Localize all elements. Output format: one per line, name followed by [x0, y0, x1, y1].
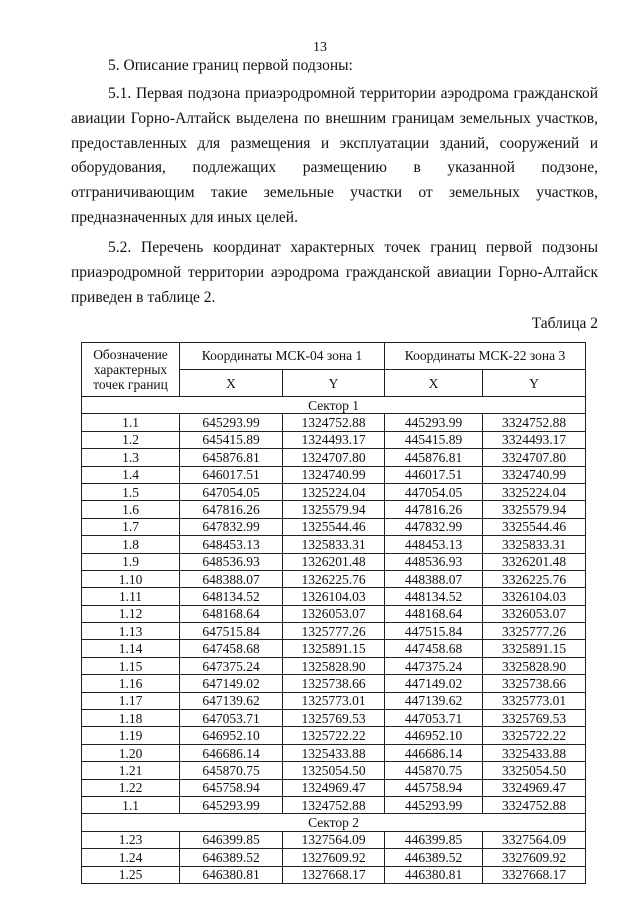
msk04-x-cell: 648453.13 — [180, 536, 283, 553]
msk22-x-cell: 445415.89 — [385, 431, 483, 448]
sector-row — [82, 397, 586, 414]
msk22-x-cell: 445876.81 — [385, 449, 483, 466]
table-row — [82, 762, 586, 779]
msk22-x-cell: 445758.94 — [385, 779, 483, 796]
table-row — [82, 675, 586, 692]
msk22-x-cell: 446952.10 — [385, 727, 483, 744]
msk04-x-cell: 645876.81 — [180, 449, 283, 466]
msk04-x-cell: 647458.68 — [180, 640, 283, 657]
msk22-y-cell: 3325579.94 — [483, 501, 586, 518]
table-row — [82, 605, 586, 622]
msk22-y-cell: 3325722.22 — [483, 727, 586, 744]
msk04-x-cell: 647139.62 — [180, 692, 283, 709]
msk04-y-cell: 1327564.09 — [283, 831, 385, 848]
point-id-cell: 1.23 — [82, 831, 180, 848]
table-row — [82, 640, 586, 657]
msk04-x-cell: 645293.99 — [180, 796, 283, 813]
msk04-x-cell: 647816.26 — [180, 501, 283, 518]
msk04-x-cell: 647832.99 — [180, 518, 283, 535]
point-id-cell: 1.14 — [82, 640, 180, 657]
table-row — [82, 657, 586, 674]
table-row — [82, 449, 586, 466]
msk04-y-cell: 1324707.80 — [283, 449, 385, 466]
table-row — [82, 553, 586, 570]
msk22-y-cell: 3325544.46 — [483, 518, 586, 535]
table-row — [82, 744, 586, 761]
point-id-cell: 1.10 — [82, 570, 180, 587]
msk22-y-cell: 3327668.17 — [483, 866, 586, 883]
msk22-x-cell: 446389.52 — [385, 849, 483, 866]
msk22-y-cell: 3326201.48 — [483, 553, 586, 570]
msk04-x-cell: 645758.94 — [180, 779, 283, 796]
point-id-cell: 1.15 — [82, 657, 180, 674]
sector-title: Сектор 1 — [82, 397, 586, 414]
msk22-x-cell: 447515.84 — [385, 623, 483, 640]
msk22-y-cell: 3325224.04 — [483, 483, 586, 500]
msk04-x-cell: 645870.75 — [180, 762, 283, 779]
msk22-x-cell: 446686.14 — [385, 744, 483, 761]
msk04-y-cell: 1326201.48 — [283, 553, 385, 570]
header-msk04-x: X — [180, 370, 283, 397]
sector-row — [82, 814, 586, 831]
point-id-cell: 1.1 — [82, 796, 180, 813]
msk22-y-cell: 3326053.07 — [483, 605, 586, 622]
msk04-y-cell: 1326104.03 — [283, 588, 385, 605]
msk04-x-cell: 646399.85 — [180, 831, 283, 848]
table-row — [82, 796, 586, 813]
msk22-x-cell: 448453.13 — [385, 536, 483, 553]
table-row — [82, 710, 586, 727]
msk04-y-cell: 1325769.53 — [283, 710, 385, 727]
table-row — [82, 570, 586, 587]
msk22-x-cell: 448134.52 — [385, 588, 483, 605]
msk22-x-cell: 445293.99 — [385, 796, 483, 813]
sector-title: Сектор 2 — [82, 814, 586, 831]
msk22-x-cell: 445870.75 — [385, 762, 483, 779]
table-row — [82, 483, 586, 500]
msk22-y-cell: 3325833.31 — [483, 536, 586, 553]
msk22-x-cell: 447375.24 — [385, 657, 483, 674]
table-row — [82, 588, 586, 605]
msk22-x-cell: 447139.62 — [385, 692, 483, 709]
point-id-cell: 1.13 — [82, 623, 180, 640]
point-id-cell: 1.19 — [82, 727, 180, 744]
table-caption: Таблица 2 — [531, 315, 598, 332]
msk04-x-cell: 647053.71 — [180, 710, 283, 727]
msk04-y-cell: 1327668.17 — [283, 866, 385, 883]
point-id-cell: 1.25 — [82, 866, 180, 883]
msk22-y-cell: 3325828.90 — [483, 657, 586, 674]
msk04-y-cell: 1326225.76 — [283, 570, 385, 587]
msk22-y-cell: 3325891.15 — [483, 640, 586, 657]
msk04-y-cell: 1325738.66 — [283, 675, 385, 692]
msk04-x-cell: 647054.05 — [180, 483, 283, 500]
table-row — [82, 623, 586, 640]
header-points: Обозначение характерных точек границ — [82, 343, 180, 397]
msk04-y-cell: 1325833.31 — [283, 536, 385, 553]
msk22-x-cell: 447458.68 — [385, 640, 483, 657]
msk04-y-cell: 1324493.17 — [283, 431, 385, 448]
table-row — [82, 727, 586, 744]
msk22-x-cell: 447832.99 — [385, 518, 483, 535]
header-msk22-y: Y — [483, 370, 586, 397]
msk04-x-cell: 648536.93 — [180, 553, 283, 570]
msk22-y-cell: 3325054.50 — [483, 762, 586, 779]
msk22-y-cell: 3324752.88 — [483, 414, 586, 431]
msk22-y-cell: 3327609.92 — [483, 849, 586, 866]
table-row — [82, 414, 586, 431]
msk04-y-cell: 1325544.46 — [283, 518, 385, 535]
coordinates-table — [81, 342, 586, 884]
msk22-x-cell: 447053.71 — [385, 710, 483, 727]
table-row — [82, 779, 586, 796]
paragraph-5-1: 5.1. Первая подзона приаэродромной территории аэродрома гражданской авиации Горно-Алтайск выделена по внешним границам земельных участков, предоставленных для размещения и эксплуатации зданий, сооружений и оборудования, подлежащих размещению в указанной подзоне, отграничивающим такие земельные участки от земельных участков, предназначенных для иных целей. — [71, 85, 598, 226]
msk04-y-cell: 1325773.01 — [283, 692, 385, 709]
msk04-x-cell: 648388.07 — [180, 570, 283, 587]
msk22-y-cell: 3325738.66 — [483, 675, 586, 692]
msk04-y-cell: 1325224.04 — [283, 483, 385, 500]
msk04-x-cell: 646686.14 — [180, 744, 283, 761]
msk04-x-cell: 646380.81 — [180, 866, 283, 883]
msk22-x-cell: 448388.07 — [385, 570, 483, 587]
table-row — [82, 849, 586, 866]
msk04-x-cell: 646389.52 — [180, 849, 283, 866]
msk22-y-cell: 3325769.53 — [483, 710, 586, 727]
msk22-x-cell: 448168.64 — [385, 605, 483, 622]
msk22-x-cell: 448536.93 — [385, 553, 483, 570]
msk04-y-cell: 1325777.26 — [283, 623, 385, 640]
section-heading: 5. Описание границ первой подзоны: — [108, 57, 353, 74]
point-id-cell: 1.8 — [82, 536, 180, 553]
msk04-x-cell: 646017.51 — [180, 466, 283, 483]
msk04-y-cell: 1325579.94 — [283, 501, 385, 518]
table-row — [82, 831, 586, 848]
msk04-y-cell: 1325433.88 — [283, 744, 385, 761]
msk04-x-cell: 647149.02 — [180, 675, 283, 692]
msk04-y-cell: 1324740.99 — [283, 466, 385, 483]
table-row — [82, 466, 586, 483]
msk04-y-cell: 1325722.22 — [283, 727, 385, 744]
point-id-cell: 1.22 — [82, 779, 180, 796]
msk04-x-cell: 647515.84 — [180, 623, 283, 640]
msk22-y-cell: 3326225.76 — [483, 570, 586, 587]
msk22-y-cell: 3327564.09 — [483, 831, 586, 848]
msk04-y-cell: 1327609.92 — [283, 849, 385, 866]
table-row — [82, 518, 586, 535]
msk22-x-cell: 447054.05 — [385, 483, 483, 500]
msk22-y-cell: 3324752.88 — [483, 796, 586, 813]
msk22-x-cell: 447816.26 — [385, 501, 483, 518]
msk04-x-cell: 645293.99 — [180, 414, 283, 431]
point-id-cell: 1.1 — [82, 414, 180, 431]
msk22-y-cell: 3324493.17 — [483, 431, 586, 448]
msk22-x-cell: 446380.81 — [385, 866, 483, 883]
msk22-x-cell: 446399.85 — [385, 831, 483, 848]
msk04-y-cell: 1324969.47 — [283, 779, 385, 796]
point-id-cell: 1.12 — [82, 605, 180, 622]
point-id-cell: 1.3 — [82, 449, 180, 466]
point-id-cell: 1.2 — [82, 431, 180, 448]
table-row — [82, 692, 586, 709]
msk22-x-cell: 447149.02 — [385, 675, 483, 692]
paragraph-5-2: 5.2. Перечень координат характерных точек границ первой подзоны приаэродромной территории аэродрома гражданской авиации Горно-Алтайск приведен в таблице 2. — [71, 239, 598, 306]
msk22-y-cell: 3325777.26 — [483, 623, 586, 640]
table-row — [82, 431, 586, 448]
msk04-y-cell: 1324752.88 — [283, 414, 385, 431]
point-id-cell: 1.18 — [82, 710, 180, 727]
table-row — [82, 536, 586, 553]
table-body — [82, 397, 586, 884]
msk04-y-cell: 1325891.15 — [283, 640, 385, 657]
header-msk04: Координаты МСК-04 зона 1 — [180, 343, 385, 370]
header-msk22: Координаты МСК-22 зона 3 — [385, 343, 586, 370]
table-row — [82, 866, 586, 883]
msk04-y-cell: 1324752.88 — [283, 796, 385, 813]
table-row — [82, 501, 586, 518]
msk04-x-cell: 645415.89 — [180, 431, 283, 448]
msk22-x-cell: 445293.99 — [385, 414, 483, 431]
point-id-cell: 1.7 — [82, 518, 180, 535]
msk22-x-cell: 446017.51 — [385, 466, 483, 483]
msk22-y-cell: 3324707.80 — [483, 449, 586, 466]
msk22-y-cell: 3324969.47 — [483, 779, 586, 796]
point-id-cell: 1.4 — [82, 466, 180, 483]
msk04-x-cell: 648134.52 — [180, 588, 283, 605]
point-id-cell: 1.9 — [82, 553, 180, 570]
msk22-y-cell: 3326104.03 — [483, 588, 586, 605]
msk22-y-cell: 3325773.01 — [483, 692, 586, 709]
point-id-cell: 1.20 — [82, 744, 180, 761]
point-id-cell: 1.5 — [82, 483, 180, 500]
header-msk04-y: Y — [283, 370, 385, 397]
header-msk22-x: X — [385, 370, 483, 397]
point-id-cell: 1.11 — [82, 588, 180, 605]
msk04-y-cell: 1325828.90 — [283, 657, 385, 674]
point-id-cell: 1.6 — [82, 501, 180, 518]
msk22-y-cell: 3324740.99 — [483, 466, 586, 483]
msk04-x-cell: 646952.10 — [180, 727, 283, 744]
page-number: 13 — [313, 40, 327, 55]
msk04-y-cell: 1325054.50 — [283, 762, 385, 779]
msk22-y-cell: 3325433.88 — [483, 744, 586, 761]
point-id-cell: 1.24 — [82, 849, 180, 866]
msk04-y-cell: 1326053.07 — [283, 605, 385, 622]
msk04-x-cell: 648168.64 — [180, 605, 283, 622]
point-id-cell: 1.16 — [82, 675, 180, 692]
point-id-cell: 1.17 — [82, 692, 180, 709]
point-id-cell: 1.21 — [82, 762, 180, 779]
msk04-x-cell: 647375.24 — [180, 657, 283, 674]
